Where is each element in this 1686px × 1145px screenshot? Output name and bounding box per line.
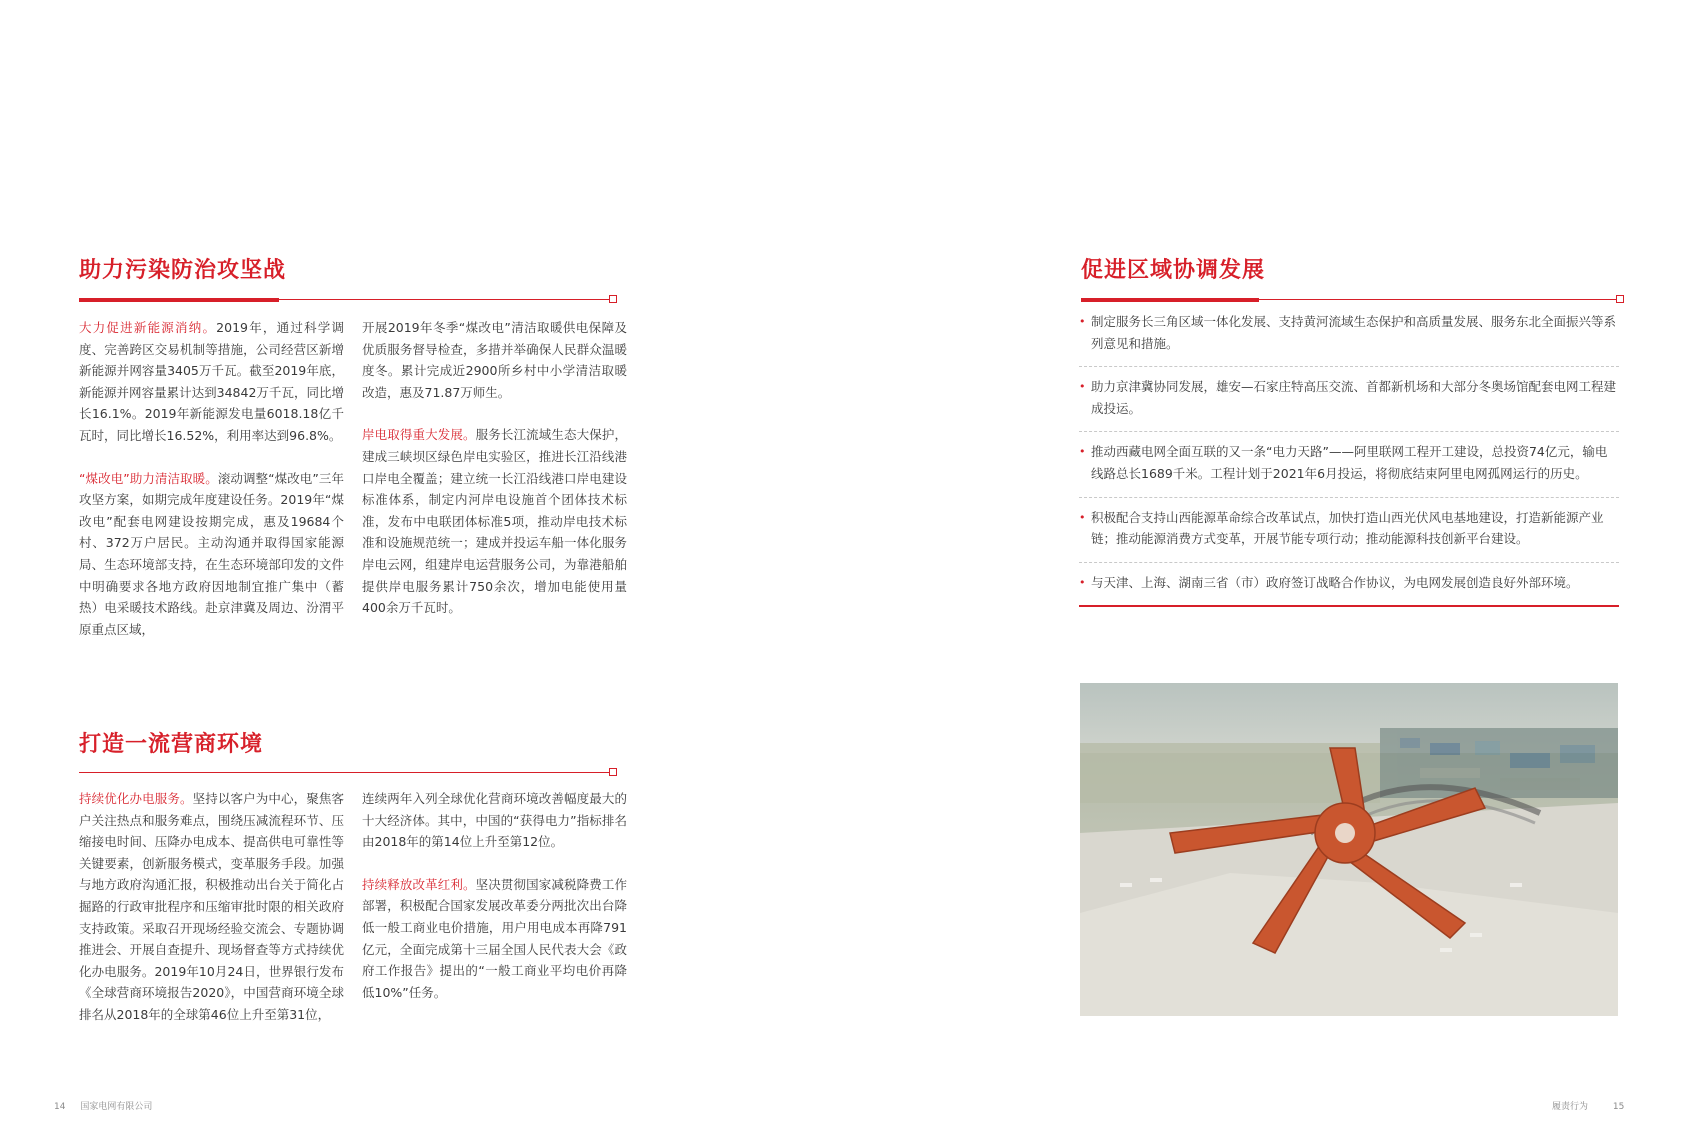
page-number: 14 bbox=[54, 1102, 66, 1112]
section-title-pollution: 助力污染防治攻坚战 bbox=[79, 258, 287, 283]
section-title-regional: 促进区域协调发展 bbox=[1081, 258, 1266, 283]
bullet-icon: • bbox=[1079, 380, 1086, 394]
airport-aerial-photo bbox=[1080, 683, 1618, 1016]
list-item: • 助力京津冀协同发展，雄安—石家庄特高压交流、首都新机场和大部分冬奥场馆配套电网工程建成投运。 bbox=[1079, 367, 1619, 432]
section-rule bbox=[79, 295, 617, 303]
company-name: 国家电网有限公司 bbox=[80, 1102, 153, 1112]
bullet-icon: • bbox=[1079, 445, 1086, 459]
bullet-icon: • bbox=[1079, 575, 1086, 589]
footer-right bbox=[1552, 1099, 1624, 1112]
bullet-icon: • bbox=[1079, 510, 1086, 524]
paragraph: 持续优化办电服务。坚持以客户为中心，聚焦客户关注热点和服务难点，围绕压减流程环节、压缩接电时间、压降办电成本、提高供电可靠性等关键要素，创新服务模式，变革服务手段。加强与地方政府沟通汇报，积极推动出台关于简化占掘路的行政审批程序和压缩审批时限的相关政府支持政策。采取召开现场经验交流会、专题协调推进会、开展自查提升、现场督查等方式持续优化办电服务。2019年10月24日，世界银行发布《全球营商环境报告2020》，中国营商环境全球排名从2018年的全球第46位上升至第31位， bbox=[79, 791, 344, 1022]
list-item: • 制定服务长三角区域一体化发展、支持黄河流域生态保护和高质量发展、服务东北全面振兴等系列意见和措施。 bbox=[1079, 307, 1619, 367]
section-rule bbox=[79, 768, 617, 776]
paragraph: “煤改电”助力清洁取暖。滚动调整“煤改电”三年攻坚方案，如期完成年度建设任务。2019年“煤改电”配套电网建设按期完成，惠及19684个村、372万户居民。主动沟通并取得国家能源局、生态环境部支持，在生态环境部印发的文件中明确要求各地方政府因地制宜推广集中（蓄热）电采暖技术路线。赴京津冀及周边、汾渭平原重点区域， bbox=[79, 470, 345, 637]
bullet-icon: • bbox=[1079, 315, 1086, 328]
regional-bullet-list bbox=[1079, 307, 1619, 607]
business-column-1 bbox=[79, 788, 344, 1047]
business-column-2 bbox=[362, 788, 627, 1024]
pollution-column-1 bbox=[79, 317, 344, 661]
list-item: • 与天津、上海、湖南三省（市）政府签订战略合作协议，为电网发展创造良好外部环境。 bbox=[1079, 563, 1619, 608]
list-item: • 积极配合支持山西能源革命综合改革试点，加快打造山西光伏风电基地建设，打造新能源产业链；推动能源消费方式变革，开展节能专项行动；推动能源科技创新平台建设。 bbox=[1079, 498, 1619, 563]
paragraph: 连续两年入列全球优化营商环境改善幅度最大的十大经济体。其中，中国的“获得电力”指标排名由2018年的第14位上升至第12位。 bbox=[362, 791, 627, 850]
section-rule bbox=[1081, 295, 1624, 303]
page-number: 15 bbox=[1612, 1102, 1625, 1112]
section-title-business: 打造一流营商环境 bbox=[79, 732, 264, 757]
pollution-column-2 bbox=[362, 317, 627, 640]
paragraph: 开展2019年冬季“煤改电”清洁取暖供电保障及优质服务督导检查，多措并举确保人民群众温暖度冬。累计完成近2900所乡村中小学清洁取暖改造，惠及71.87万师生。 bbox=[362, 320, 627, 400]
section-name: 履责行为 bbox=[1552, 1102, 1589, 1112]
footer-left bbox=[54, 1099, 152, 1112]
paragraph: 持续释放改革红利。坚决贯彻国家减税降费工作部署，积极配合国家发展改革委分两批次出台降低一般工商业电价措施，用户用电成本再降791亿元，全面完成第十三届全国人民代表大会《政府工作报告》提出的“一般工商业平均电价再降低10%”任务。 bbox=[362, 876, 627, 1000]
paragraph: 大力促进新能源消纳。2019年，通过科学调度、完善跨区交易机制等措施，公司经营区新增新能源并网容量3405万千瓦。截至2019年底，新能源并网容量累计达到34842万千瓦，同比增长16.1%。2019年新能源发电量6018.18亿千瓦时，同比增长16.52%，利用率达到96.8%。 bbox=[79, 320, 344, 443]
list-item: • 推动西藏电网全面互联的又一条“电力天路”——阿里联网工程开工建设，总投资74亿元，输电线路总长1689千米。工程计划于2021年6月投运，将彻底结束阿里电网孤网运行的历史。 bbox=[1079, 432, 1619, 497]
paragraph: 岸电取得重大发展。服务长江流域生态大保护，建成三峡坝区绿色岸电实验区，推进长江沿线港口岸电全覆盖；建立统一长江沿线港口岸电建设标准体系，制定内河岸电设施首个团体技术标准，发布中电联团体标准5项，推动岸电技术标准和设施规范统一；建成并投运车船一体化服务岸电云网，组建岸电运营服务公司，为靠港船舶提供岸电服务累计750余次，增加电能使用量400余万千瓦时。 bbox=[362, 427, 627, 616]
